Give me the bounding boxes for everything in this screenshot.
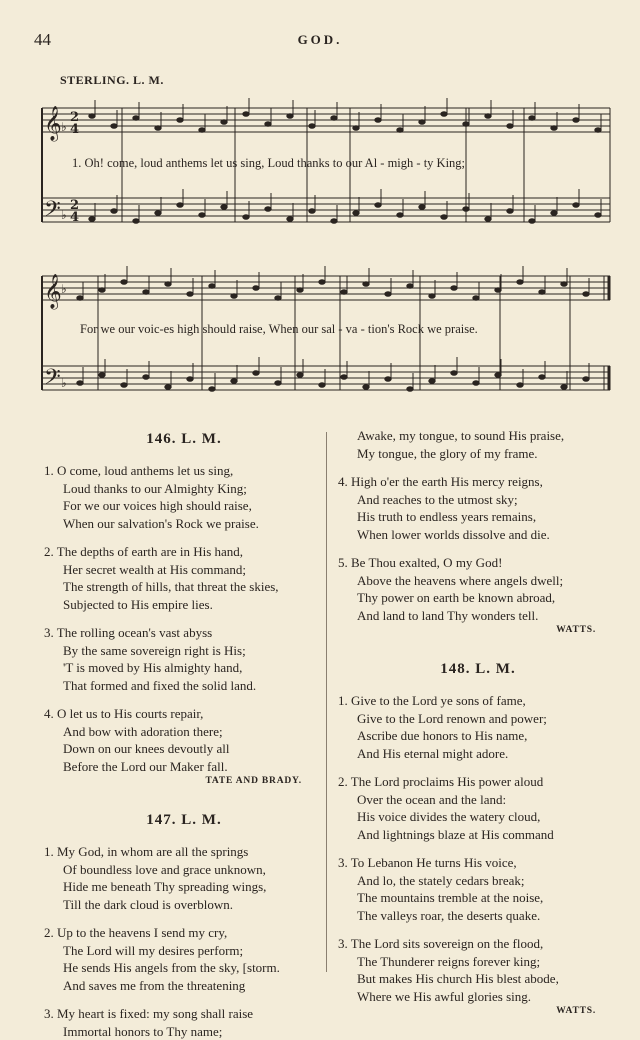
note-head: [583, 377, 589, 382]
verse-line: 2. Up to the heavens I send my cry,: [44, 924, 324, 942]
verse-line: My tongue, the glory of my frame.: [338, 445, 618, 463]
stanza: [44, 924, 324, 994]
stanza: [338, 773, 618, 843]
verse-line: 1. O come, loud anthems let us sing,: [44, 462, 324, 480]
note-head: [319, 383, 325, 388]
verse-line: Above the heavens where angels dwell;: [338, 572, 618, 590]
note-head: [397, 213, 403, 218]
note-head: [231, 294, 237, 299]
note-head: [397, 128, 403, 133]
note-head: [441, 112, 447, 117]
note-head: [111, 209, 117, 214]
stanza: [338, 854, 618, 924]
flat-sign: ♭: [61, 376, 67, 390]
note-head: [485, 114, 491, 119]
verse-line: Of boundless love and grace unknown,: [44, 861, 324, 879]
verse-line: When lower worlds dissolve and die.: [338, 526, 618, 544]
verse-line: And lo, the stately cedars break;: [338, 872, 618, 890]
treble-clef: 𝄞: [44, 106, 62, 142]
stanza: [44, 543, 324, 613]
verse-line: The strength of hills, that threat the skies,: [44, 578, 324, 596]
note-head: [77, 296, 83, 301]
lyric-line-2: For we our voic-es high should raise, When our sal - va - tion's Rock we praise.: [80, 322, 478, 337]
note-head: [121, 383, 127, 388]
note-head: [485, 217, 491, 222]
stanza: [338, 935, 618, 1005]
note-head: [583, 292, 589, 297]
note-head: [363, 282, 369, 287]
time-signature: 2: [70, 198, 79, 213]
hymn-heading: 147. L. M.: [44, 812, 324, 829]
note-head: [561, 282, 567, 287]
verse-line: 2. The depths of earth are in His hand,: [44, 543, 324, 561]
note-head: [495, 288, 501, 293]
verse-line: The Lord will my desires perform;: [44, 942, 324, 960]
stanza: [338, 473, 618, 543]
note-head: [89, 217, 95, 222]
verse-line: And saves me from the threatening: [44, 977, 324, 995]
note-head: [375, 203, 381, 208]
verse-line: 'T is moved by His almighty hand,: [44, 659, 324, 677]
verse-line: And His eternal might adore.: [338, 745, 618, 763]
stanza: [338, 554, 618, 624]
note-head: [187, 292, 193, 297]
note-head: [133, 116, 139, 121]
note-head: [341, 375, 347, 380]
note-head: [309, 124, 315, 129]
verse-line: 5. Be Thou exalted, O my God!: [338, 554, 618, 572]
verse-line: Immortal honors to Thy name;: [44, 1023, 324, 1040]
note-head: [331, 116, 337, 121]
note-head: [561, 385, 567, 390]
note-head: [99, 288, 105, 293]
verse-line: 3. The rolling ocean's vast abyss: [44, 624, 324, 642]
verse-line: 3. The Lord sits sovereign on the flood,: [338, 935, 618, 953]
note-head: [155, 211, 161, 216]
note-head: [297, 373, 303, 378]
note-head: [419, 205, 425, 210]
hymn-heading: 146. L. M.: [44, 431, 324, 448]
note-head: [199, 128, 205, 133]
note-head: [595, 213, 601, 218]
note-head: [121, 280, 127, 285]
verse-line: 3. To Lebanon He turns His voice,: [338, 854, 618, 872]
verse-line: His truth to endless years remains,: [338, 508, 618, 526]
note-head: [331, 219, 337, 224]
note-head: [265, 122, 271, 127]
verse-line: 2. The Lord proclaims His power aloud: [338, 773, 618, 791]
verse-line: Awake, my tongue, to sound His praise,: [338, 427, 618, 445]
stanza: [44, 462, 324, 532]
column-divider: [326, 432, 327, 972]
note-head: [551, 126, 557, 131]
note-head: [363, 385, 369, 390]
author-credit: WATTS.: [338, 625, 618, 635]
note-head: [473, 296, 479, 301]
note-head: [199, 213, 205, 218]
note-head: [517, 383, 523, 388]
verse-line: 1. Give to the Lord ye sons of fame,: [338, 692, 618, 710]
verse-line: 1. My God, in whom are all the springs: [44, 843, 324, 861]
verse-line: Loud thanks to our Almighty King;: [44, 480, 324, 498]
note-head: [529, 219, 535, 224]
note-head: [221, 120, 227, 125]
stanza: [44, 1005, 324, 1040]
note-head: [463, 122, 469, 127]
note-head: [429, 379, 435, 384]
verse-line: And reaches to the utmost sky;: [338, 491, 618, 509]
verse-line: The valleys roar, the deserts quake.: [338, 907, 618, 925]
note-head: [353, 211, 359, 216]
note-head: [243, 112, 249, 117]
note-head: [275, 381, 281, 386]
note-head: [407, 284, 413, 289]
note-head: [77, 381, 83, 386]
author-credit: TATE AND BRADY.: [44, 776, 324, 786]
note-head: [177, 118, 183, 123]
note-head: [473, 381, 479, 386]
verse-line: Ascribe due honors to His name,: [338, 727, 618, 745]
note-head: [253, 371, 259, 376]
note-head: [451, 286, 457, 291]
note-head: [507, 124, 513, 129]
verse-line: Give to the Lord renown and power;: [338, 710, 618, 728]
note-head: [231, 379, 237, 384]
verse-line: But makes His church His blest abode,: [338, 970, 618, 988]
note-head: [529, 116, 535, 121]
verse-line: Hide me beneath Thy spreading wings,: [44, 878, 324, 896]
note-head: [165, 282, 171, 287]
flat-sign: ♭: [61, 282, 67, 296]
note-head: [451, 371, 457, 376]
verse-line: Where we His awful glories sing.: [338, 988, 618, 1006]
bass-clef: 𝄢: [44, 365, 61, 395]
note-head: [111, 124, 117, 129]
verse-line: And lightnings blaze at His command: [338, 826, 618, 844]
note-head: [143, 375, 149, 380]
note-head: [177, 203, 183, 208]
note-head: [221, 205, 227, 210]
verse-line: Till the dark cloud is overblown.: [44, 896, 324, 914]
note-head: [375, 118, 381, 123]
verse-line: And bow with adoration there;: [44, 723, 324, 741]
note-head: [275, 296, 281, 301]
treble-clef: 𝄞: [44, 274, 62, 310]
bar-lines: [98, 108, 610, 390]
verse-line: He sends His angels from the sky, [storm.: [44, 959, 324, 977]
hymn-heading: 148. L. M.: [338, 661, 618, 678]
note-head: [209, 387, 215, 392]
lyric-line-1: 1. Oh! come, loud anthems let us sing, Loud thanks to our Al - migh - ty King;: [72, 156, 465, 171]
note-heads: [77, 98, 601, 391]
running-head: GOD.: [0, 32, 640, 48]
note-head: [143, 290, 149, 295]
note-head: [89, 114, 95, 119]
music-score: [30, 90, 620, 410]
stanza: [338, 692, 618, 762]
flat-sign: ♭: [61, 120, 67, 134]
verse-line: The Thunderer reigns forever king;: [338, 953, 618, 971]
verse-line: Before the Lord our Maker fall.: [44, 758, 324, 776]
note-head: [573, 118, 579, 123]
note-head: [99, 373, 105, 378]
note-head: [429, 294, 435, 299]
note-head: [309, 209, 315, 214]
time-signature: 4: [70, 210, 79, 225]
note-head: [253, 286, 259, 291]
verse-line: For we our voices high should raise,: [44, 497, 324, 515]
note-head: [539, 290, 545, 295]
note-head: [419, 120, 425, 125]
note-head: [353, 126, 359, 131]
stanza: [44, 624, 324, 694]
note-head: [539, 375, 545, 380]
note-head: [165, 385, 171, 390]
verse-line: Down on our knees devoutly all: [44, 740, 324, 758]
note-head: [243, 215, 249, 220]
time-signature: 2: [70, 110, 79, 125]
note-head: [187, 377, 193, 382]
verse-line: Thy power on earth be known abroad,: [338, 589, 618, 607]
staff-lines-1a: [42, 108, 610, 132]
note-head: [595, 128, 601, 133]
stanza: [44, 705, 324, 775]
verse-line: By the same sovereign right is His;: [44, 642, 324, 660]
verse-line: 4. O let us to His courts repair,: [44, 705, 324, 723]
note-head: [441, 215, 447, 220]
note-head: [385, 377, 391, 382]
verse-line: And land to land Thy wonders tell.: [338, 607, 618, 625]
stanza: [44, 843, 324, 913]
note-head: [407, 387, 413, 392]
note-head: [551, 211, 557, 216]
verse-line: The mountains tremble at the noise,: [338, 889, 618, 907]
note-head: [495, 373, 501, 378]
verse-line: Over the ocean and the land:: [338, 791, 618, 809]
staff-lines-1b: [42, 198, 610, 222]
bass-clef: 𝄢: [44, 197, 61, 227]
note-head: [319, 280, 325, 285]
left-column: [44, 425, 324, 1040]
note-head: [155, 126, 161, 131]
note-head: [573, 203, 579, 208]
note-head: [507, 209, 513, 214]
note-head: [517, 280, 523, 285]
stanza: [338, 427, 618, 462]
right-column: [338, 427, 618, 1016]
note-head: [265, 207, 271, 212]
tune-title: STERLING. L. M.: [60, 73, 164, 88]
verse-line: When our salvation's Rock we praise.: [44, 515, 324, 533]
note-head: [287, 114, 293, 119]
note-head: [385, 292, 391, 297]
verse-line: 4. High o'er the earth His mercy reigns,: [338, 473, 618, 491]
verse-line: Subjected to His empire lies.: [44, 596, 324, 614]
flat-sign: ♭: [61, 208, 67, 222]
author-credit: WATTS.: [338, 1006, 618, 1016]
verse-line: 3. My heart is fixed: my song shall raise: [44, 1005, 324, 1023]
note-head: [341, 290, 347, 295]
note-head: [287, 217, 293, 222]
note-head: [463, 207, 469, 212]
note-head: [209, 284, 215, 289]
time-signature: 4: [70, 122, 79, 137]
note-head: [133, 219, 139, 224]
verse-line: That formed and fixed the solid land.: [44, 677, 324, 695]
verse-line: Her secret wealth at His command;: [44, 561, 324, 579]
page-number: 44: [34, 30, 51, 50]
verse-line: His voice divides the watery cloud,: [338, 808, 618, 826]
note-head: [297, 288, 303, 293]
